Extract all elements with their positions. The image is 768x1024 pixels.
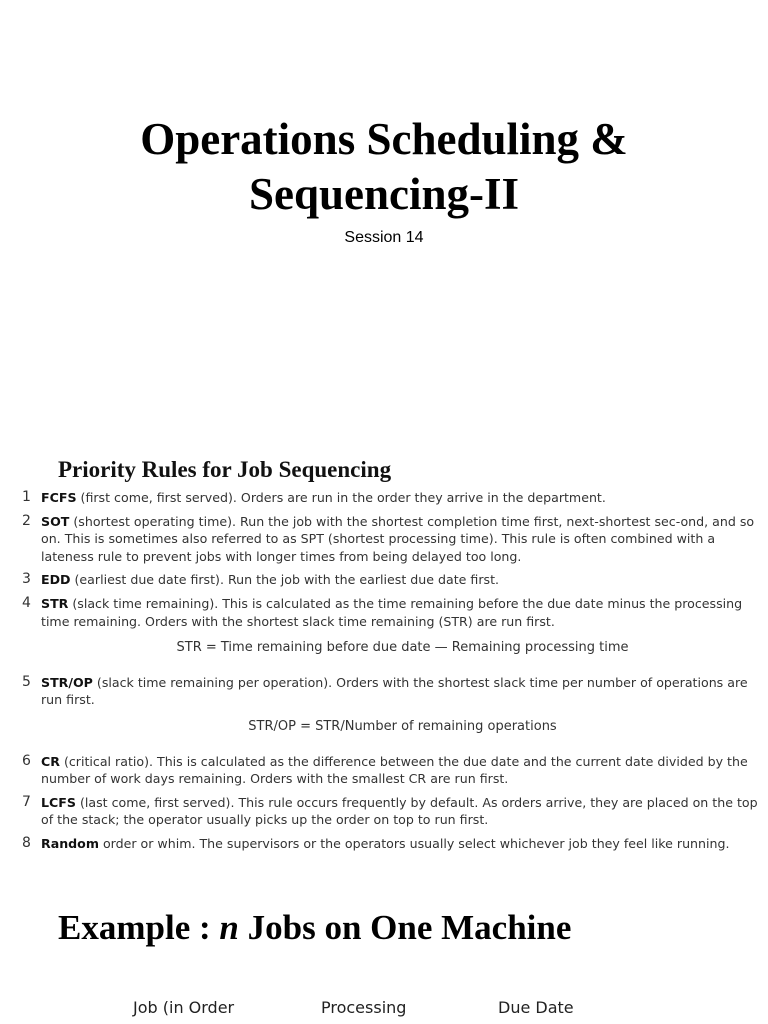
rule-description: (earliest due date first). Run the job with the earliest due date first. — [70, 572, 500, 588]
rule-code: SOT — [41, 513, 70, 529]
jobs-table-header — [0, 998, 768, 1024]
str-op-formula: STR/OP = STR/Number of remaining operations — [248, 718, 557, 734]
rule-number: 7 — [22, 793, 31, 810]
example-variable: n — [219, 908, 239, 947]
rule-number: 5 — [22, 673, 31, 690]
slide-title — [0, 112, 768, 222]
priority-rules-heading: Priority Rules for Job Sequencing — [58, 457, 392, 482]
rule-description: order or whim. The supervisors or the operators usually select whichever job they feel like running. — [98, 835, 730, 851]
rule-edd — [22, 571, 764, 589]
rule-description: (critical ratio). This is calculated as the difference between the due date and the current date divided by the number of work days remaining. Orders with the smallest CR are run first. — [41, 753, 748, 787]
rule-str — [22, 595, 764, 668]
rule-cr — [22, 753, 764, 788]
rule-number: 8 — [22, 834, 31, 851]
rule-description: (first come, first served). Orders are run in the order they arrive in the department. — [76, 490, 606, 505]
rule-code: CR — [41, 753, 60, 769]
rule-code: FCFS — [41, 490, 77, 505]
priority-rules-list — [22, 489, 764, 859]
example-prefix: Example : — [58, 908, 220, 947]
rule-lcfs — [22, 794, 764, 829]
rule-code: LCFS — [41, 794, 76, 810]
rule-code: STR/OP — [41, 674, 93, 690]
rule-description: (shortest operating time). Run the job with the shortest completion time first, next-shortest sec-ond, and so on. This is sometimes also referred to as SPT (shortest processing time). This rule is often combined with a lateness rule to prevent jobs with longer times from being delayed too long. — [41, 513, 755, 564]
example-suffix: Jobs on One Machine — [238, 908, 572, 947]
session-label: Session 14 — [344, 229, 424, 246]
rule-code: Random — [41, 835, 99, 851]
rule-number: 6 — [22, 752, 31, 769]
column-header-due-date: Due Date — [498, 998, 574, 1017]
rule-code: STR — [41, 595, 69, 611]
rule-description: (slack time remaining per operation). Orders with the shortest slack time per number of operations are run first. — [41, 674, 748, 708]
column-header-job: Job (in Order — [133, 998, 235, 1017]
rule-description: (slack time remaining). This is calculated as the time remaining before the due date minus the processing time remaining. Orders with the shortest slack time remaining (STR) are run first. — [41, 595, 743, 629]
rule-random — [22, 835, 764, 853]
rule-fcfs — [22, 489, 764, 507]
rule-str-op — [22, 674, 764, 747]
slide-title-line-1: Operations Scheduling & — [140, 114, 628, 164]
column-header-processing: Processing — [321, 998, 407, 1017]
rule-number: 4 — [22, 594, 31, 611]
rule-code: EDD — [41, 572, 71, 588]
rule-sot — [22, 513, 764, 566]
rule-number: 1 — [22, 489, 31, 505]
slide-title-line-2: Sequencing-II — [248, 169, 520, 219]
rule-description: (last come, first served). This rule occurs frequently by default. As orders arrive, they are placed on the top of the stack; the operator usually picks up the order on top to run first. — [41, 794, 758, 828]
rule-number: 3 — [22, 571, 31, 588]
example-heading — [58, 908, 571, 948]
rule-number: 2 — [22, 512, 31, 529]
str-formula: STR = Time remaining before due date — Remaining processing time — [176, 640, 629, 656]
